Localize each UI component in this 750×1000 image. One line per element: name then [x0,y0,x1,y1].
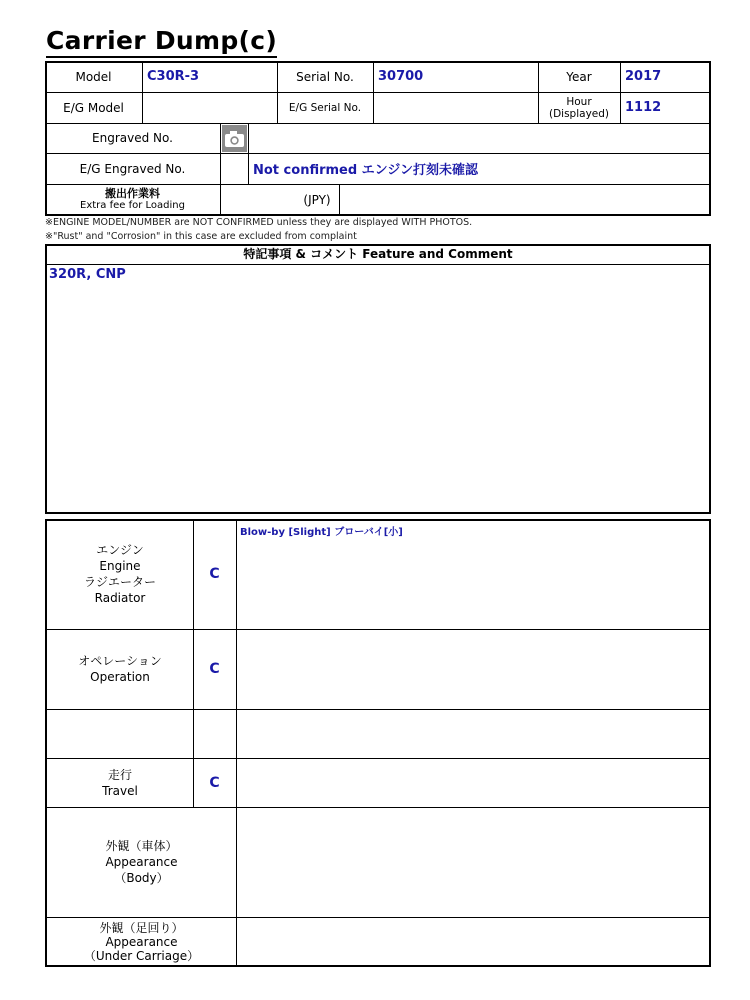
year-value: 2017 [625,69,662,84]
eg-serial-label: E/G Serial No. [288,101,362,114]
model-value: C30R-3 [147,69,200,84]
hour-value: 1112 [625,100,662,115]
under-label-jp: 外観（足回り） [99,921,184,935]
feature-text: 320R, CNP [49,266,126,282]
body-label-en1: Appearance [105,855,178,869]
model-label: Model [75,69,112,84]
eg-engraved-label: E/G Engraved No. [79,161,186,176]
blank-grade [193,709,236,758]
under-label-en1: Appearance [105,935,178,949]
engine-grade: C [209,566,220,582]
note-rust: ※"Rust" and "Corrosion" in this case are excluded from complaint [45,231,357,242]
engraved-label: Engraved No. [92,131,173,145]
radiator-label-jp: ラジエーター [83,575,156,589]
travel-grade: C [209,774,220,791]
body-label [47,807,236,917]
radiator-label-en: Radiator [94,591,146,605]
eg-engraved-value: Not confirmed エンジン打刻未確認 [253,163,479,178]
under-label-en2: （Under Carriage） [83,949,200,963]
under-label [47,917,236,967]
operation-label-jp: オペレーション [78,654,162,668]
body-label-en2: （Body） [114,871,169,885]
engine-label [47,519,193,629]
year-label: Year [566,69,592,84]
engine-label-en: Engine [99,559,141,573]
camera-icon-graphic [222,125,247,152]
engine-label-jp: エンジン [96,543,144,557]
note-engine: ※ENGINE MODEL/NUMBER are NOT CONFIRMED unless they are displayed WITH PHOTOS. [45,217,473,228]
body-label-jp: 外観（車体） [105,839,178,853]
page-title: Carrier Dump(c) [46,26,277,58]
hour-label [538,92,620,123]
camera-icon[interactable] [222,125,247,152]
feature-heading: 特記事項 & コメント Feature and Comment [243,247,513,261]
serial-value: 30700 [378,69,424,84]
hour-label-line1: Hour [566,95,592,108]
eg-model-label: E/G Model [63,100,124,115]
engine-comment: Blow-by [Slight] ブローバイ[小] [240,527,403,538]
operation-label [47,629,193,709]
travel-label-jp: 走行 [107,767,132,782]
operation-label-en: Operation [90,670,150,684]
fee-unit: (JPY) [303,193,331,207]
feature-box [45,244,711,514]
travel-label-en: Travel [102,783,138,798]
fee-label-jp: 搬出作業料 [105,187,160,200]
travel-label [47,758,193,807]
fee-label-en: Extra fee for Loading [80,200,185,211]
serial-label: Serial No. [296,69,354,84]
fee-label [45,184,220,216]
hour-label-line2: (Displayed) [548,107,610,120]
operation-grade: C [209,661,220,677]
